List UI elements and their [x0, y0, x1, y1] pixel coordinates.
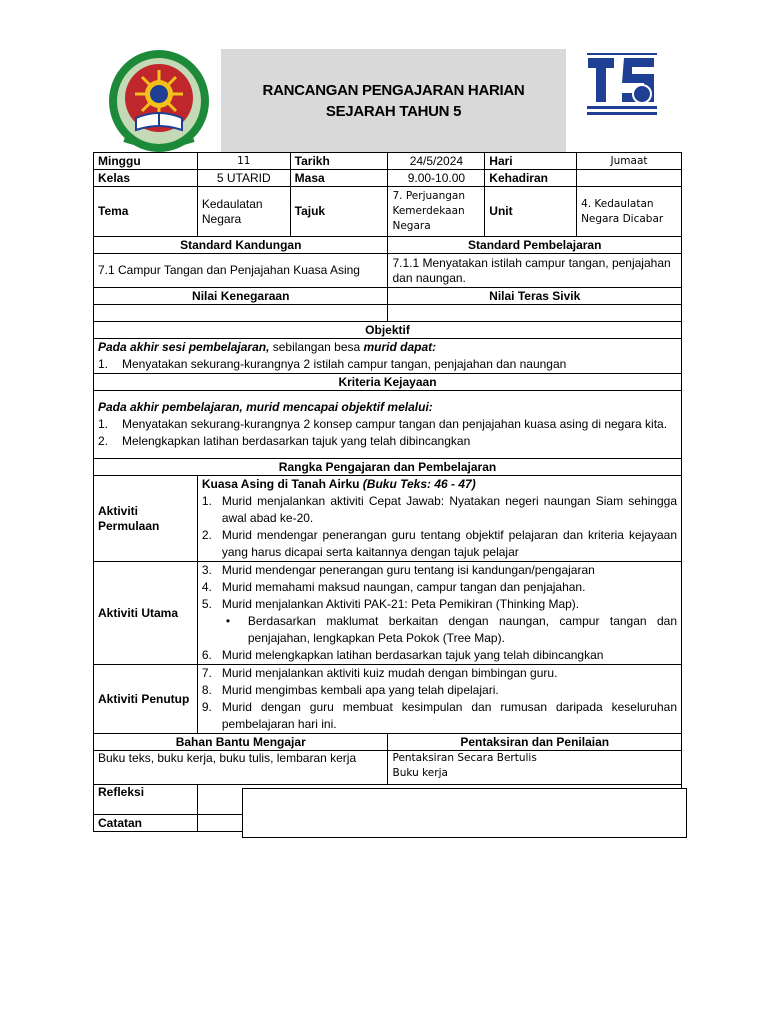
list-item — [98, 433, 677, 450]
kriteria-header: Kriteria Kejayaan — [94, 374, 682, 391]
document-subtitle: SEJARAH TAHUN 5 — [325, 103, 462, 120]
item-number: 9. — [201, 700, 212, 714]
objektif-intro-part2: sebilangan besa — [269, 340, 364, 354]
utama-bullet-list — [202, 613, 677, 647]
item-number: 3. — [201, 563, 212, 577]
aktiviti-penutup-content — [197, 665, 681, 734]
tarikh-label: Tarikh — [290, 153, 388, 170]
item-number: 4. — [201, 580, 212, 594]
item-text: Murid memahami maksud naungan, campur tangan dan penjajahan. — [221, 580, 586, 594]
item-number: 1. — [98, 417, 109, 431]
item-number: 8. — [201, 683, 212, 697]
minggu-value: 11 — [197, 153, 290, 170]
kehadiran-value — [577, 170, 682, 187]
nilai-kenegaraan-value — [94, 305, 388, 322]
list-item — [202, 493, 677, 527]
item-text: Murid mendengar penerangan guru tentang objektif pelajaran dan kriteria kejayaan yang harus dicapai serta kaitannya dengan tajuk pelajar — [221, 528, 677, 559]
list-item — [202, 562, 677, 579]
item-text: Berdasarkan maklumat berkaitan dengan naungan, campur tangan dan penjajahan, lengkapkan Peta Pokok (Tree Map). — [247, 614, 677, 645]
standard-pembelajaran-value: 7.1.1 Menyatakan istilah campur tangan, penjajahan dan naungan. — [388, 254, 682, 288]
topic-reference: (Buku Teks: 46 - 47) — [362, 477, 476, 491]
document-header — [221, 49, 566, 153]
list-item — [202, 699, 677, 733]
kehadiran-label: Kehadiran — [485, 170, 577, 187]
bahan-bantu-value: Buku teks, buku kerja, buku tulis, lembaran kerja — [94, 751, 388, 785]
item-text: Murid melengkapkan latihan berdasarkan tajuk yang telah dibincangkan — [221, 648, 604, 662]
item-number: 1. — [201, 494, 212, 508]
pentaksiran-line2: Buku kerja — [392, 767, 448, 779]
school-crest-logo — [106, 48, 212, 154]
item-text: Murid dengan guru membuat kesimpulan dan rumusan daripada keseluruhan pembelajaran hari ini. — [221, 700, 677, 731]
aktiviti-penutup-label: Aktiviti Penutup — [94, 665, 198, 734]
kriteria-intro: Pada akhir pembelajaran, murid mencapai objektif melalui: — [98, 400, 433, 414]
nilai-teras-sivik-value — [388, 305, 682, 322]
list-item — [202, 665, 677, 682]
item-text: Murid menjalankan aktiviti kuiz mudah dengan bimbingan guru. — [221, 666, 558, 680]
list-item — [202, 647, 677, 664]
topic-title: Kuasa Asing di Tanah Airku — [201, 477, 363, 491]
tajuk-label: Tajuk — [290, 187, 388, 237]
unit-label: Unit — [485, 187, 577, 237]
pentaksiran-value — [388, 751, 682, 785]
item-text: Murid mengimbas kembali apa yang telah dipelajari. — [221, 683, 499, 697]
list-item — [226, 613, 677, 647]
list-item — [202, 527, 677, 561]
kelas-label: Kelas — [94, 170, 198, 187]
reflection-text-box[interactable] — [242, 788, 687, 838]
standard-kandungan-header: Standard Kandungan — [94, 237, 388, 254]
objektif-intro — [98, 339, 677, 356]
objektif-header: Objektif — [94, 322, 682, 339]
objektif-intro-part1: Pada akhir sesi pembelajaran, — [98, 340, 270, 354]
rangka-topic — [202, 476, 677, 493]
rangka-header: Rangka Pengajaran dan Pembelajaran — [94, 459, 682, 476]
item-number: 1. — [98, 357, 109, 371]
pentaksiran-line1: Pentaksiran Secara Bertulis — [392, 752, 537, 764]
kelas-value: 5 UTARID — [197, 170, 290, 187]
item-text: Murid mendengar penerangan guru tentang isi kandungan/pengajaran — [221, 563, 595, 577]
catatan-label: Catatan — [94, 815, 198, 832]
tema-value: Kedaulatan Negara — [197, 187, 290, 237]
tarikh-value: 24/5/2024 — [388, 153, 485, 170]
item-number: 5. — [201, 597, 212, 611]
list-item — [98, 356, 677, 373]
utama-list-continued — [202, 647, 677, 664]
pentaksiran-header: Pentaksiran dan Penilaian — [388, 734, 682, 751]
bahan-bantu-header: Bahan Bantu Mengajar — [94, 734, 388, 751]
objektif-intro-part3: murid dapat: — [363, 340, 437, 354]
nilai-kenegaraan-header: Nilai Kenegaraan — [94, 288, 388, 305]
tema-label: Tema — [94, 187, 198, 237]
item-text: Murid menjalankan Aktiviti PAK-21: Peta Pemikiran (Thinking Map). — [221, 597, 580, 611]
ts25-logo — [584, 50, 660, 120]
refleksi-label: Refleksi — [94, 785, 198, 815]
kriteria-content — [94, 391, 682, 459]
item-text: Melengkapkan latihan berdasarkan tajuk yang telah dibincangkan — [122, 434, 471, 448]
unit-value: 4. Kedaulatan Negara Dicabar — [577, 187, 682, 237]
minggu-label: Minggu — [94, 153, 198, 170]
list-item — [98, 416, 677, 433]
hari-value: Jumaat — [577, 153, 682, 170]
permulaan-list — [202, 493, 677, 561]
list-item — [202, 579, 677, 596]
list-item — [202, 682, 677, 699]
aktiviti-permulaan-label: Aktiviti Permulaan — [94, 476, 198, 562]
penutup-list — [202, 665, 677, 733]
item-text: Menyatakan sekurang-kurangnya 2 konsep campur tangan dan penjajahan kuasa asing di negara kita. — [122, 417, 668, 431]
aktiviti-utama-content — [197, 562, 681, 665]
objektif-list — [98, 356, 677, 373]
item-number: 6. — [201, 648, 212, 662]
aktiviti-permulaan-content — [197, 476, 681, 562]
masa-label: Masa — [290, 170, 388, 187]
bullet-icon: • — [225, 614, 231, 628]
item-text: Murid menjalankan aktiviti Cepat Jawab: Nyatakan negeri naungan Siam sehingga awal abad ke-20. — [221, 494, 677, 525]
objektif-content — [94, 339, 682, 374]
item-number: 2. — [201, 528, 212, 542]
item-number: 2. — [98, 434, 109, 448]
hari-label: Hari — [485, 153, 577, 170]
list-item — [202, 596, 677, 613]
item-text: Menyatakan sekurang-kurangnya 2 istilah campur tangan, penjajahan dan naungan — [122, 357, 567, 371]
aktiviti-utama-label: Aktiviti Utama — [94, 562, 198, 665]
document-title: RANCANGAN PENGAJARAN HARIAN — [262, 82, 525, 99]
masa-value: 9.00-10.00 — [388, 170, 485, 187]
item-number: 7. — [201, 666, 212, 680]
standard-pembelajaran-header: Standard Pembelajaran — [388, 237, 682, 254]
lesson-plan-table — [93, 152, 682, 832]
tajuk-value: 7. Perjuangan Kemerdekaan Negara — [388, 187, 485, 237]
utama-list — [202, 562, 677, 613]
standard-kandungan-value: 7.1 Campur Tangan dan Penjajahan Kuasa Asing — [94, 254, 388, 288]
nilai-teras-sivik-header: Nilai Teras Sivik — [388, 288, 682, 305]
kriteria-list — [98, 416, 677, 450]
